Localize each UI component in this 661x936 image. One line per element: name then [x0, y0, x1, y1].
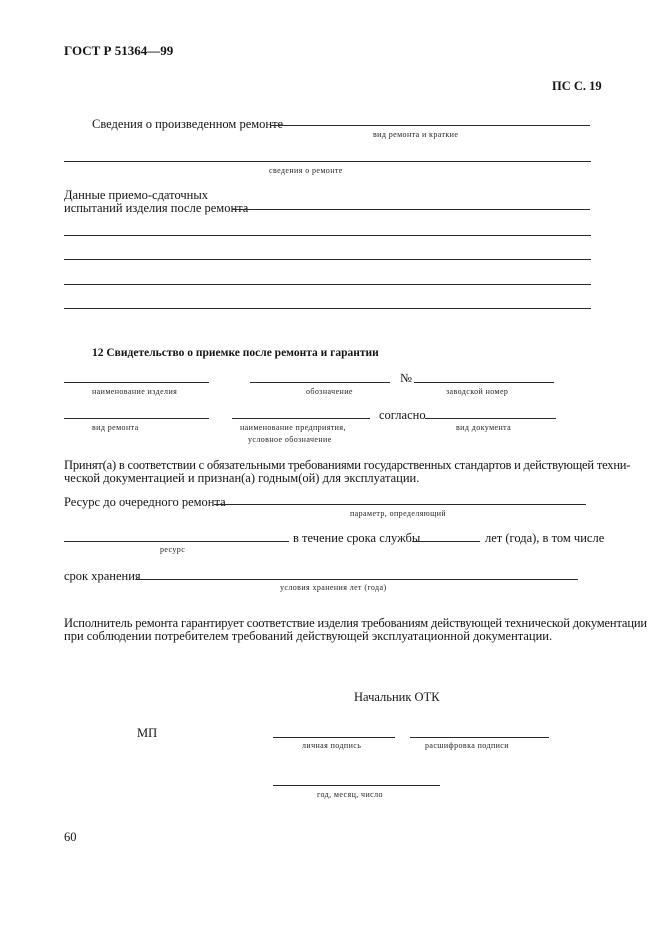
product-name-line[interactable]: [64, 382, 209, 383]
caption-product-name: наименование изделия: [92, 387, 178, 396]
caption-date: год, месяц, число: [317, 790, 383, 799]
caption-repair-type: вид ремонта: [92, 423, 139, 432]
acceptance-line-2[interactable]: [64, 235, 591, 236]
number-sign: №: [400, 371, 412, 385]
repair-info-line[interactable]: [270, 125, 590, 126]
acceptance-line-5[interactable]: [64, 308, 591, 309]
serial-number-line[interactable]: [414, 382, 554, 383]
repair-info-label: Сведения о произведенном ремонте: [92, 117, 284, 131]
repair-type-line[interactable]: [64, 418, 209, 419]
caption-resource-param: параметр, определяющий: [350, 509, 447, 518]
service-life-label: в течение срока службы: [293, 531, 421, 545]
resource-value-line[interactable]: [64, 541, 289, 542]
caption-signature-decode: расшифровка подписи: [425, 741, 509, 750]
acceptance-label-2: испытаний изделия после ремонта: [64, 201, 249, 215]
document-type-line[interactable]: [425, 418, 556, 419]
page-number: 60: [64, 830, 77, 844]
date-line[interactable]: [273, 785, 440, 786]
storage-line[interactable]: [136, 579, 578, 580]
resource-line[interactable]: [214, 504, 586, 505]
acceptance-line[interactable]: [232, 209, 590, 210]
acceptance-label-1: Данные приемо-сдаточных: [64, 188, 209, 202]
caption-resource: ресурс: [160, 545, 186, 554]
accepted-text-2: ческой документацией и признан(а) годным(ой) для эксплуатации.: [64, 471, 420, 485]
agreement-label: согласно: [379, 408, 426, 422]
caption-storage: условия хранения лет (года): [280, 583, 387, 592]
resource-label: Ресурс до очередного ремонта: [64, 495, 226, 509]
repair-caption-1: вид ремонта и краткие: [373, 130, 459, 139]
accepted-text-1: Принят(а) в соответствии с обязательными требованиями государственных стандартов и действующей техни-: [64, 458, 631, 472]
signature-decode-line[interactable]: [410, 737, 549, 738]
standard-header: ГОСТ Р 51364—99: [64, 43, 174, 58]
acceptance-line-3[interactable]: [64, 259, 591, 260]
stamp-label: МП: [137, 726, 158, 740]
caption-document-type: вид документа: [456, 423, 512, 432]
caption-designation: обозначение: [306, 387, 353, 396]
storage-label: срок хранения: [64, 569, 141, 583]
caption-signature: личная подпись: [302, 741, 362, 750]
enterprise-line[interactable]: [232, 418, 370, 419]
repair-caption-2: сведения о ремонте: [269, 166, 343, 175]
acceptance-line-4[interactable]: [64, 284, 591, 285]
service-life-years: лет (года), в том числе: [485, 531, 605, 545]
guarantee-text-2: при соблюдении потребителем требований действующей эксплуатационной документации.: [64, 629, 553, 643]
otk-head-label: Начальник ОТК: [354, 690, 440, 704]
form-code: ПС С. 19: [552, 79, 602, 93]
repair-info-line-2[interactable]: [64, 161, 591, 162]
section-title: 12 Свидетельство о приемке после ремонта и гарантии: [92, 347, 379, 359]
designation-line[interactable]: [250, 382, 390, 383]
caption-serial-number: заводской номер: [446, 387, 509, 396]
caption-enterprise-1: наименование предприятия,: [240, 423, 346, 432]
signature-line[interactable]: [273, 737, 395, 738]
service-life-line[interactable]: [412, 541, 480, 542]
caption-enterprise-2: условное обозначение: [248, 435, 332, 444]
guarantee-text-1: Исполнитель ремонта гарантирует соответствие изделия требованиям действующей технической документации: [64, 616, 647, 630]
